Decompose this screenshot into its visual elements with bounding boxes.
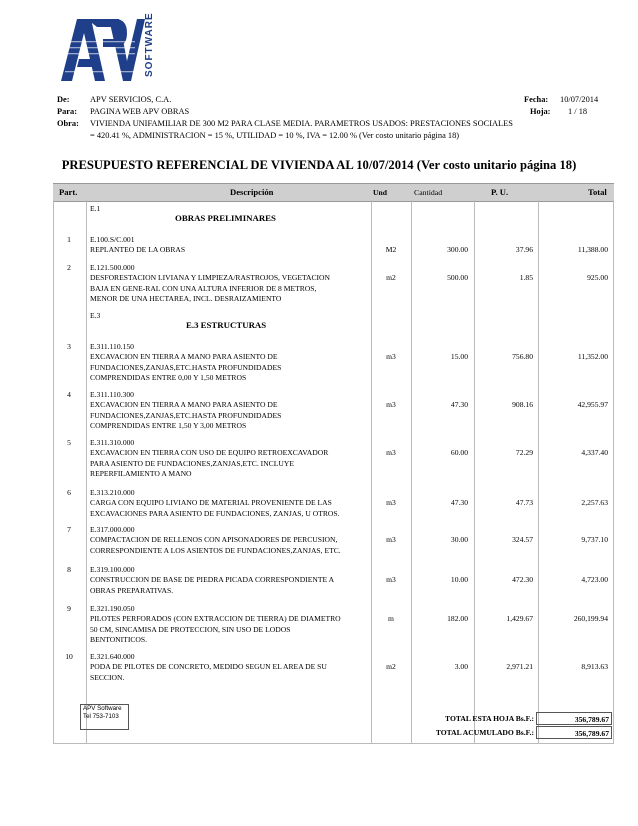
item-description: PODA DE PILOTES DE CONCRETO, MEDIDO SEGUN EL AREA DE SU SECCION.: [90, 662, 327, 682]
item-description: EXCAVACION EN TIERRA A MANO PARA ASIENTO DE FUNDACIONES,ZANJAS,ETC.HASTA PROFUNDIDADES COMPRENDIDAS ENTRE 0,00 Y 1,50 METROS: [90, 352, 282, 382]
item-code: E.100.S/C.001: [90, 235, 135, 244]
item-code: E.321.190.050: [90, 604, 135, 613]
grid-line: [613, 200, 614, 744]
obra-value: VIVIENDA UNIFAMILIAR DE 300 M2 PARA CLASE MEDIA. PARAMETROS USADOS: PRESTACIONES SOCIALES = 420.41 %, ADMINISTRACION = 15 %, UTILIDAD = 10 %, IVA = 12.00 % (Ver costo unitario página 18): [90, 119, 513, 140]
item-total: 2,257.63: [581, 498, 608, 507]
item-unit: m2: [386, 273, 396, 282]
item-description: REPLANTEO DE LA OBRAS: [90, 245, 186, 254]
item-unit-price: 47.73: [515, 498, 533, 507]
total-accumulated-value: 356,789.67: [536, 726, 612, 739]
item-part: 2: [67, 263, 71, 272]
section-title: E.3 ESTRUCTURAS: [186, 320, 267, 330]
item-description: CARGA CON EQUIPO LIVIANO DE MATERIAL PROVENIENTE DE LAS EXCAVACIONES PARA ASIENTO DE FUNDACIONES, ZANJAS, U OTROS.: [90, 498, 340, 518]
item-unit: m2: [386, 662, 396, 671]
budget-table: [53, 183, 614, 744]
item-quantity: 47.30: [450, 498, 468, 507]
item-part: 10: [65, 652, 73, 661]
item-part: 6: [67, 488, 71, 497]
section-title: OBRAS PRELIMINARES: [175, 213, 276, 223]
de-value: APV SERVICIOS, C.A.: [90, 95, 172, 104]
fecha-label: Fecha:: [524, 95, 549, 104]
item-quantity: 10.00: [450, 575, 468, 584]
item-unit-price: 37.96: [515, 245, 533, 254]
item-description: EXCAVACION EN TIERRA A MANO PARA ASIENTO DE FUNDACIONES,ZANJAS,ETC.HASTA PROFUNDIDADES COMPRENDIDAS ENTRE 1,50 Y 3,00 METROS: [90, 400, 282, 430]
section-code: E.1: [90, 204, 101, 213]
fecha-value: 10/07/2014: [560, 95, 599, 104]
item-quantity: 15.00: [450, 352, 468, 361]
item-code: E.313.210.000: [90, 488, 135, 497]
column-header-total: Total: [588, 187, 607, 197]
column-header-description: Descripción: [230, 187, 274, 197]
column-header-unit: Und: [373, 188, 387, 197]
column-header-quantity: Cantidad: [414, 188, 443, 197]
grid-line: [53, 200, 54, 744]
item-unit-price: 1.85: [519, 273, 533, 282]
stamp-line-1: APV Software: [83, 705, 122, 712]
total-accumulated-row: [420, 726, 614, 740]
item-quantity: 3.00: [454, 662, 468, 671]
item-description: DESFORESTACION LIVIANA Y LIMPIEZA/RASTROJOS, VEGETACION BAJA EN GENE-RAL CON UNA ALTURA INFERIOR DE 8 METROS, MENOR DE UNA HECTAREA, INCL. DESRAIZAMIENTO: [90, 273, 331, 303]
item-quantity: 60.00: [450, 448, 468, 457]
item-part: 7: [67, 525, 71, 534]
column-header-part: Part.: [59, 187, 78, 197]
item-quantity: 182.00: [447, 614, 468, 623]
hoja-label: Hoja:: [530, 107, 551, 116]
item-unit-price: 472.30: [512, 575, 533, 584]
item-code: E.121.500.000: [90, 263, 135, 272]
grid-line: [53, 743, 614, 744]
item-unit-price: 72.29: [515, 448, 533, 457]
item-total: 9,737.10: [581, 535, 608, 544]
item-quantity: 47.30: [450, 400, 468, 409]
item-description: PILOTES PERFORADOS (CON EXTRACCION DE TIERRA) DE DIAMETRO 50 CM, SINCAMISA DE PROTECCION, SIN USO DE LODOS BENTONITICOS.: [90, 614, 341, 644]
para-value: PAGINA WEB APV OBRAS: [90, 107, 190, 116]
item-total: 8,913.63: [581, 662, 608, 671]
item-description: CONSTRUCCION DE BASE DE PIEDRA PICADA CORRESPONDIENTE A OBRAS PREPARATIVAS.: [90, 575, 335, 595]
item-unit: m3: [386, 575, 396, 584]
grid-line: [538, 200, 539, 744]
obra-label: Obra:: [57, 119, 79, 128]
table-header: [53, 183, 614, 202]
item-unit: m3: [386, 498, 396, 507]
item-description: COMPACTACION DE RELLENOS CON APISONADORES DE PERCUSION, CORRESPONDIENTE A LOS ASIENTOS DE FUNDACIONES,ZANJAS, ETC.: [90, 535, 341, 555]
total-sheet-value: 356,789.67: [536, 712, 612, 725]
apv-software-logo: [57, 11, 157, 85]
section-code: E.3: [90, 311, 101, 320]
item-quantity: 30.00: [450, 535, 468, 544]
total-sheet-label: TOTAL ESTA HOJA Bs.F.:: [445, 714, 534, 723]
item-total: 925.00: [587, 273, 608, 282]
item-unit: m3: [386, 535, 396, 544]
grid-line: [86, 200, 87, 744]
grid-line: [411, 200, 412, 744]
item-part: 9: [67, 604, 71, 613]
stamp-line-2: Tel 753-7103: [83, 713, 119, 720]
item-unit-price: 756.80: [512, 352, 533, 361]
para-label: Para:: [57, 107, 77, 116]
document-title: PRESUPUESTO REFERENCIAL DE VIVIENDA AL 10/07/2014 (Ver costo unitario página 18): [61, 158, 577, 172]
item-unit-price: 908.16: [512, 400, 533, 409]
item-unit: M2: [385, 245, 397, 254]
item-unit: m: [388, 614, 394, 623]
item-total: 4,337.40: [581, 448, 608, 457]
de-label: De:: [57, 95, 70, 104]
item-code: E.311.110.300: [90, 390, 134, 399]
item-total: 11,388.00: [577, 245, 608, 254]
item-part: 3: [67, 342, 71, 351]
total-accumulated-label: TOTAL ACUMULADO Bs.F.:: [435, 728, 534, 737]
item-code: E.317.000.000: [90, 525, 135, 534]
item-unit-price: 1,429.67: [506, 614, 533, 623]
item-part: 5: [67, 438, 71, 447]
item-code: E.321.640.000: [90, 652, 135, 661]
total-sheet-row: [420, 712, 614, 726]
item-total: 11,352.00: [577, 352, 608, 361]
item-part: 1: [67, 235, 71, 244]
grid-line: [474, 200, 475, 744]
software-stamp: [80, 704, 129, 730]
item-total: 42,955.97: [577, 400, 608, 409]
item-unit: m3: [386, 400, 396, 409]
hoja-value: 1 / 18: [568, 107, 588, 116]
item-description: EXCAVACION EN TIERRA CON USO DE EQUIPO RETROEXCAVADOR PARA ASIENTO DE FUNDACIONES,ZANJAS,ETC. INCLUYE REPERFILAMIENTO A MANO: [90, 448, 329, 478]
item-unit-price: 2,971.21: [506, 662, 533, 671]
logo-brand-text: SOFTWARE: [144, 12, 155, 77]
column-header-unit-price: P. U.: [491, 187, 509, 197]
item-code: E.311.310.000: [90, 438, 135, 447]
item-quantity: 500.00: [447, 273, 468, 282]
item-unit: m3: [386, 448, 396, 457]
item-quantity: 300.00: [447, 245, 468, 254]
item-total: 4,723.00: [581, 575, 608, 584]
item-code: E.319.100.000: [90, 565, 135, 574]
item-part: 8: [67, 565, 71, 574]
item-unit: m3: [386, 352, 396, 361]
item-total: 260,199.94: [573, 614, 608, 623]
item-unit-price: 324.57: [512, 535, 533, 544]
item-part: 4: [67, 390, 71, 399]
item-code: E.311.110.150: [90, 342, 134, 351]
